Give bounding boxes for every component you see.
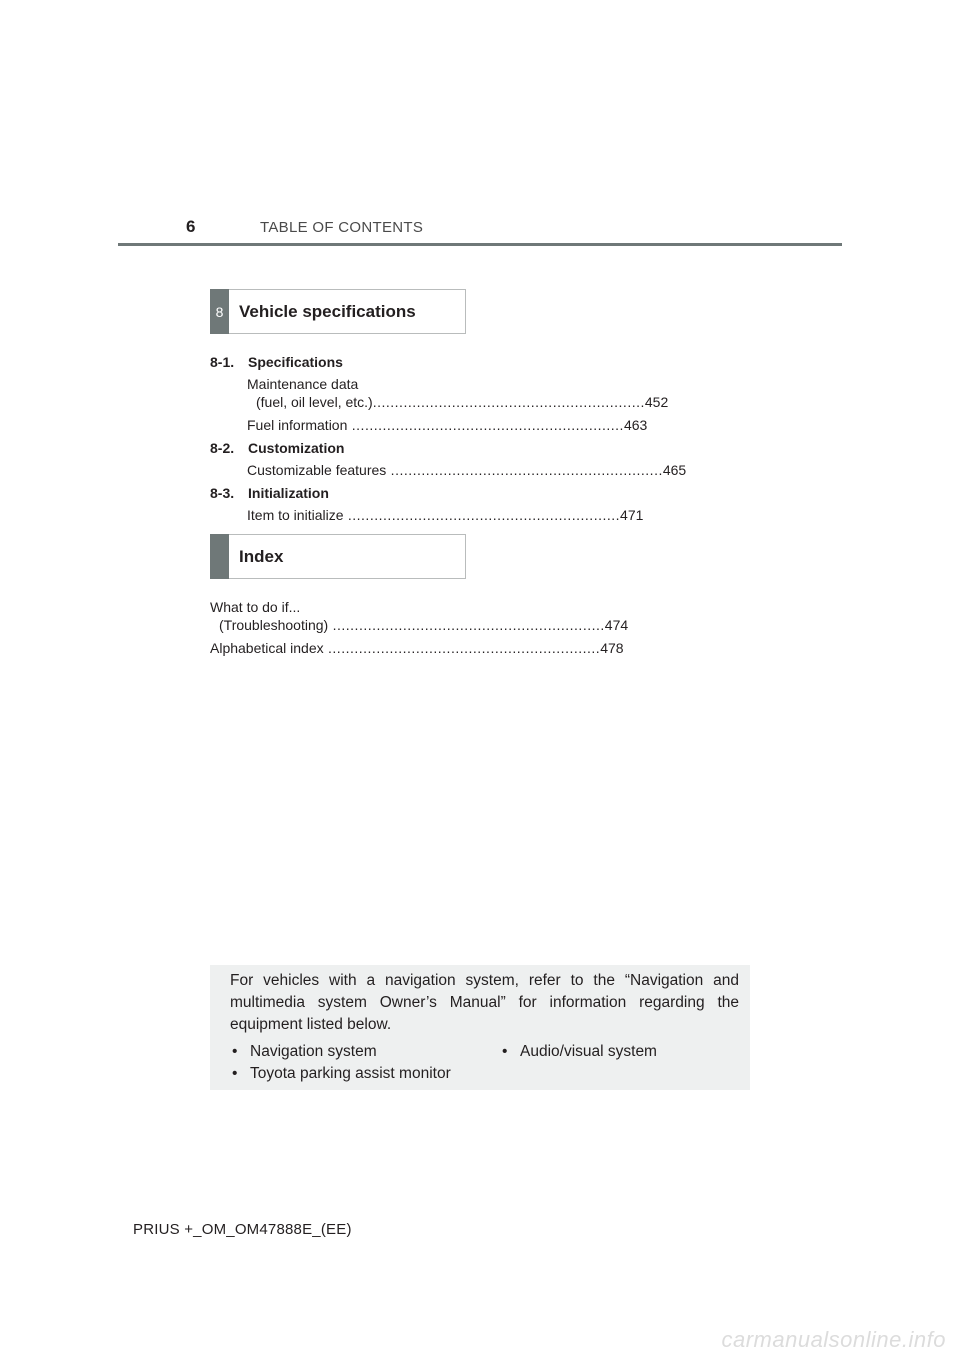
entry-title: Fuel information (247, 417, 348, 433)
subsection-title: Specifications (248, 354, 343, 370)
bullet-icon: • (232, 1043, 238, 1060)
entry-title: Alphabetical index (210, 640, 324, 656)
section-tab-number: 8 (210, 289, 229, 334)
subsection-number: 8-2. (210, 440, 235, 456)
page-header (0, 0, 960, 250)
entry-page: 465 (662, 462, 687, 478)
entry-title-cont: (fuel, oil level, etc.) (256, 394, 373, 410)
toc-entry-what-to-do-if[interactable] (210, 598, 629, 634)
subsection-number: 8-1. (210, 354, 235, 370)
section-index[interactable] (210, 534, 466, 579)
toc-entry-fuel-information[interactable] (247, 416, 648, 434)
watermark: carmanualsonline.info (721, 1327, 946, 1352)
leader-dots: .............................................................. (343, 507, 621, 523)
navigation-note-box (210, 965, 750, 1090)
subsection-title: Customization (248, 440, 345, 456)
section-title: Index (239, 547, 284, 566)
bullet-text: Navigation system (250, 1043, 377, 1060)
leader-dots: .............................................................. (323, 640, 601, 656)
entry-title: Customizable features (247, 462, 387, 478)
entry-page: 474 (604, 617, 629, 633)
toc-subsection-8-2[interactable] (210, 439, 344, 457)
leader-dots: .............................................................. (372, 394, 645, 410)
entry-page: 478 (600, 640, 624, 656)
section-tab (210, 534, 229, 579)
entry-page: 463 (623, 417, 648, 433)
entry-title: Maintenance data (247, 376, 359, 392)
entry-page: 452 (644, 394, 669, 410)
entry-title-cont: (Troubleshooting) (219, 617, 329, 633)
leader-dots: .............................................................. (328, 617, 605, 633)
toc-subsection-8-3[interactable] (210, 484, 329, 502)
toc-subsection-8-1[interactable] (210, 353, 343, 371)
toc-entry-alphabetical-index[interactable] (210, 639, 624, 657)
bullet-navigation-system (232, 1041, 377, 1063)
bullet-parking-assist-monitor (232, 1063, 451, 1085)
bullet-icon: • (232, 1065, 238, 1082)
toc-entry-item-to-initialize[interactable] (247, 506, 644, 524)
entry-page: 471 (620, 507, 644, 523)
subsection-number: 8-3. (210, 485, 235, 501)
subsection-title: Initialization (248, 485, 329, 501)
header-rule (118, 243, 842, 246)
page-footer: PRIUS +_OM_OM47888E_(EE) (133, 1221, 352, 1238)
entry-title: What to do if... (210, 599, 301, 615)
header-title: TABLE OF CONTENTS (260, 219, 424, 236)
section-title: Vehicle specifications (239, 302, 416, 321)
bullet-audio-visual-system (502, 1041, 657, 1063)
section-vehicle-specifications[interactable] (210, 289, 466, 334)
toc-entry-maintenance-data[interactable] (247, 375, 669, 411)
bullet-icon: • (502, 1043, 508, 1060)
bullet-text: Toyota parking assist monitor (250, 1065, 451, 1082)
page-number: 6 (186, 217, 196, 236)
bullet-text: Audio/visual system (520, 1043, 657, 1060)
note-text: For vehicles with a navigation system, refer to the “Navigation and multimedia system Owner’s Manual” for information regarding the equipment listed below. (230, 972, 739, 1033)
toc-entry-customizable-features[interactable] (247, 461, 687, 479)
entry-title: Item to initialize (247, 507, 344, 523)
leader-dots: .............................................................. (386, 462, 663, 478)
leader-dots: .............................................................. (347, 417, 624, 433)
